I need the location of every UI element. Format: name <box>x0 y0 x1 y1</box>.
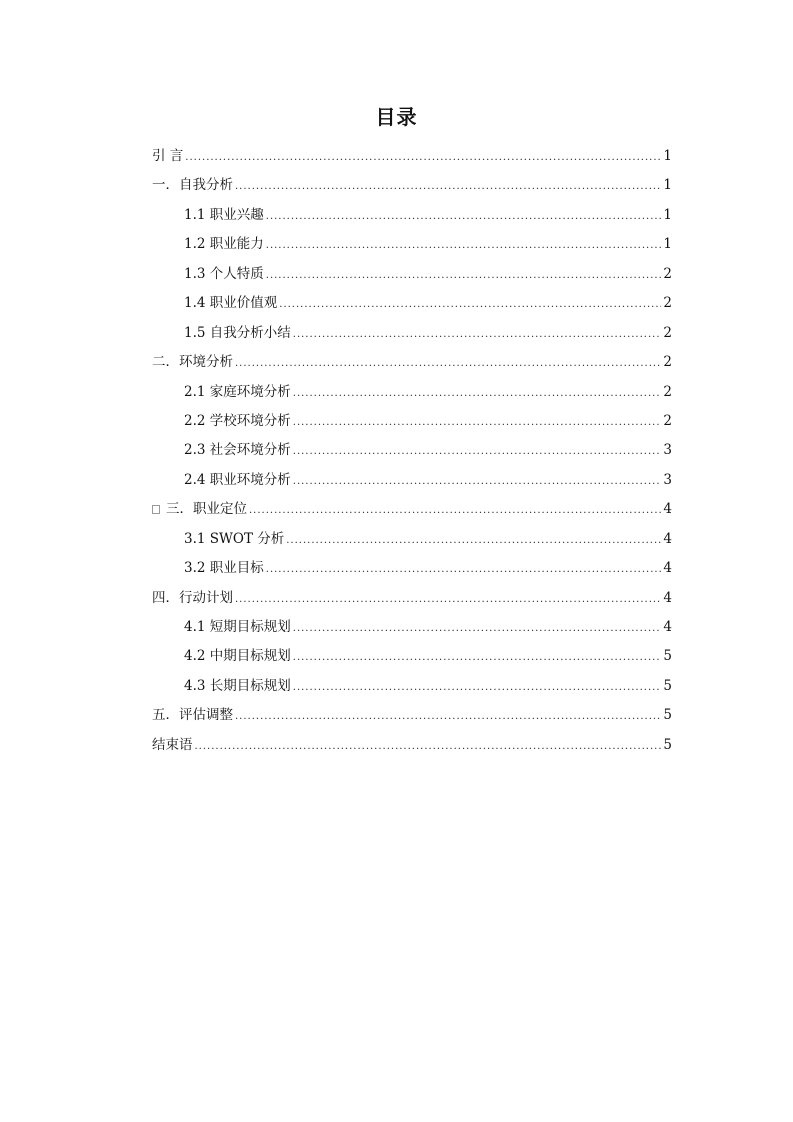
dot-leader <box>249 496 661 525</box>
toc-entry-label: 1.4 职业价值观 <box>184 295 278 312</box>
toc-entry-label: 一．自我分析 <box>152 177 233 194</box>
toc-entry-label: 二．环境分析 <box>152 354 233 371</box>
toc-entry-page: 1 <box>663 177 672 194</box>
toc-entry-1-4[interactable] <box>152 289 672 318</box>
toc-entry-intro[interactable] <box>152 142 672 171</box>
toc-entry-label: 4.3 长期目标规划 <box>184 677 291 694</box>
toc-entry-page: 2 <box>663 383 672 400</box>
dot-leader <box>293 320 662 349</box>
toc-entry-page: 4 <box>663 589 672 606</box>
toc-entry-page: 4 <box>663 619 672 635</box>
toc-entry-label: 引 言 <box>152 148 184 164</box>
toc-entry-page: 5 <box>663 648 672 665</box>
toc-entry-label: 结束语 <box>152 736 193 753</box>
toc-entry-label: 1.3 个人特质 <box>184 265 264 282</box>
toc-entry-conclusion[interactable] <box>152 731 672 760</box>
toc-entry-label: 五．评估调整 <box>152 707 233 724</box>
toc-entry-page: 5 <box>663 707 672 724</box>
toc-entry-2-3[interactable] <box>152 436 672 465</box>
toc-entry-page: 2 <box>663 265 672 282</box>
dot-leader <box>266 231 662 260</box>
toc-entry-page: 1 <box>663 236 672 253</box>
toc-entry-action-plan[interactable] <box>152 584 672 613</box>
toc-entry-page: 3 <box>663 471 672 488</box>
toc-entry-label: 2.4 职业环境分析 <box>184 471 291 488</box>
toc-entry-page: 5 <box>663 736 672 753</box>
toc-entry-2-1[interactable] <box>152 378 672 407</box>
dot-leader <box>293 614 662 643</box>
page-title: 目录 <box>375 105 418 129</box>
toc-entry-3-2[interactable] <box>152 554 672 583</box>
toc-entry-page: 2 <box>663 412 672 429</box>
toc-entry-page: 5 <box>663 677 672 694</box>
toc-entry-page: 3 <box>663 442 672 459</box>
toc-entry-2-2[interactable] <box>152 407 672 436</box>
toc-entry-label: 2.2 学校环境分析 <box>184 412 291 429</box>
toc-entry-page: 1 <box>663 206 672 223</box>
dot-leader <box>266 261 662 290</box>
dot-leader <box>286 526 661 555</box>
toc-entry-page: 2 <box>663 354 672 371</box>
toc-entry-evaluation[interactable] <box>152 701 672 730</box>
toc-entry-label: 3.1 SWOT 分析 <box>184 530 285 547</box>
dot-leader <box>279 290 661 319</box>
toc-entry-1-1[interactable] <box>152 201 672 230</box>
toc-entry-4-1[interactable] <box>152 613 672 642</box>
dot-leader <box>293 643 662 672</box>
toc-entry-4-3[interactable] <box>152 672 672 701</box>
toc-entry-label <box>152 495 247 524</box>
dot-leader <box>185 143 661 172</box>
toc-entry-1-5[interactable] <box>152 319 672 348</box>
toc-entry-label: 1.2 职业能力 <box>184 236 264 253</box>
dot-leader <box>235 585 661 614</box>
dot-leader <box>293 379 662 408</box>
dot-leader <box>293 467 662 496</box>
toc-entry-page: 4 <box>663 560 672 577</box>
toc-entry-page: 1 <box>663 148 672 164</box>
toc-entry-page: 2 <box>663 295 672 312</box>
toc-entry-page: 2 <box>663 324 672 341</box>
toc-entry-2-4[interactable] <box>152 466 672 495</box>
dot-leader <box>195 732 662 761</box>
toc-entry-4-2[interactable] <box>152 642 672 671</box>
toc-entry-1-3[interactable] <box>152 260 672 289</box>
toc-entry-label: 1.5 自我分析小结 <box>184 324 291 341</box>
table-of-contents <box>152 142 672 760</box>
toc-entry-career-positioning[interactable] <box>152 495 672 524</box>
toc-entry-label: 2.3 社会环境分析 <box>184 442 291 459</box>
toc-entry-label: 1.1 职业兴趣 <box>184 206 264 223</box>
toc-entry-label: 4.2 中期目标规划 <box>184 648 291 665</box>
toc-entry-1-2[interactable] <box>152 230 672 259</box>
toc-entry-label: 四．行动计划 <box>152 589 233 606</box>
toc-entry-page: 4 <box>663 530 672 547</box>
toc-entry-self-analysis[interactable] <box>152 171 672 200</box>
toc-entry-environment-analysis[interactable] <box>152 348 672 377</box>
dot-leader <box>235 349 661 378</box>
dot-leader <box>235 172 661 201</box>
dot-leader <box>293 437 662 466</box>
dot-leader <box>293 673 662 702</box>
toc-entry-label-text: 三．职业定位 <box>166 501 247 518</box>
placeholder-box-icon <box>152 505 160 514</box>
toc-entry-label: 3.2 职业目标 <box>184 560 264 577</box>
toc-entry-3-1[interactable] <box>152 525 672 554</box>
dot-leader <box>266 555 662 584</box>
toc-entry-label: 4.1 短期目标规划 <box>184 619 291 635</box>
toc-entry-label: 2.1 家庭环境分析 <box>184 383 291 400</box>
toc-entry-page: 4 <box>663 501 672 518</box>
dot-leader <box>235 702 661 731</box>
dot-leader <box>266 202 662 231</box>
dot-leader <box>293 408 662 437</box>
